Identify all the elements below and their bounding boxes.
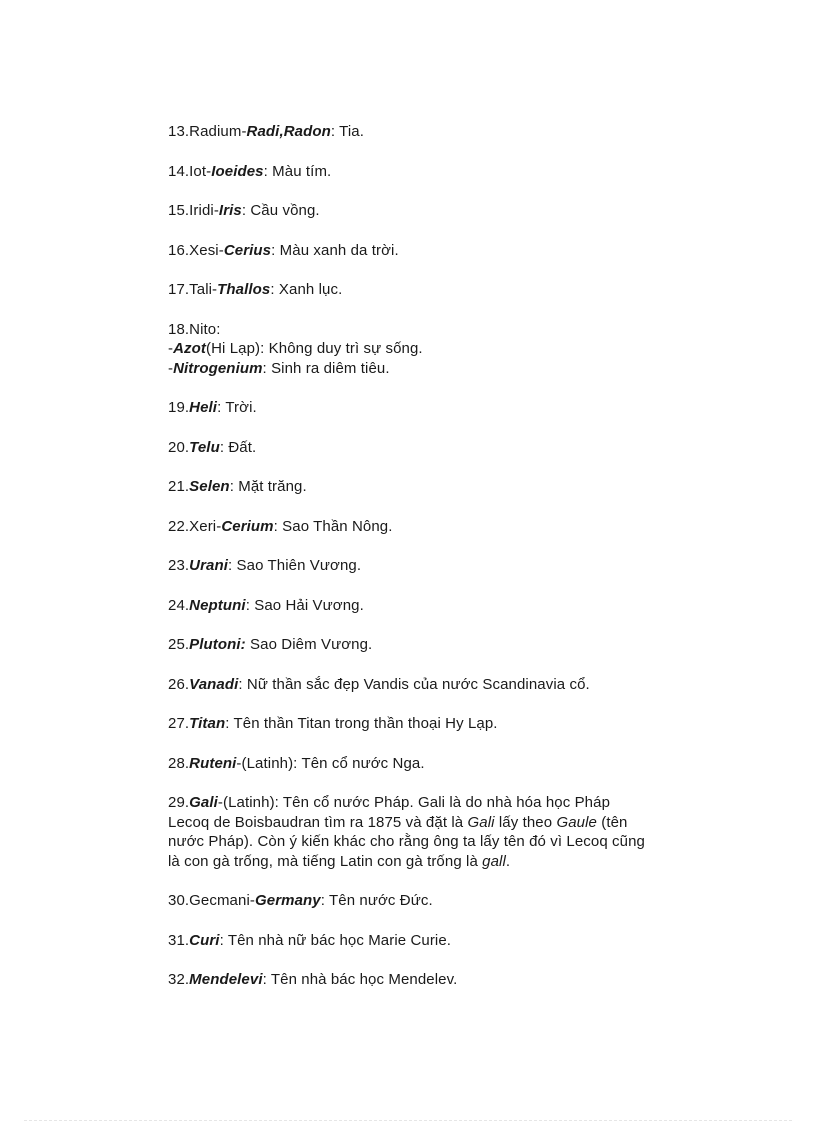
text-run: là con gà trống, mà tiếng Latin con gà trống là	[168, 852, 483, 870]
entry-line	[168, 891, 688, 911]
entry-line	[168, 517, 688, 537]
term-bold: Azot	[173, 340, 206, 357]
entry-line	[168, 320, 688, 340]
text-run: (tên	[596, 813, 628, 831]
term-bold: Telu	[189, 438, 220, 456]
text-run: : Tên nhà bác học Mendelev.	[262, 971, 458, 988]
text-run: : Xanh lục.	[270, 281, 343, 298]
text-run: -	[168, 340, 174, 357]
text-run: .	[505, 852, 511, 870]
text-run: : Tên nhà nữ bác học Marie Curie.	[219, 931, 452, 949]
text-run: 19.	[168, 399, 190, 416]
page-bottom-edge	[24, 1120, 792, 1121]
text-run: : Đất.	[219, 438, 257, 456]
text-run: 27.	[168, 715, 190, 732]
text-run: 22.Xeri-	[168, 517, 222, 535]
text-run: : Tên thần Titan trong thần thoại Hy Lạp.	[225, 715, 498, 732]
entry-line	[168, 359, 688, 379]
entry-line	[168, 201, 688, 221]
text-run: (Hi Lạp): Không duy trì sự sống.	[206, 340, 423, 357]
entry-e27	[168, 714, 688, 734]
term-bold: Neptuni	[189, 596, 246, 614]
text-run: -(Latinh): Tên cổ nước Pháp. Gali là do nhà hóa học Pháp	[217, 794, 611, 811]
entry-line	[168, 931, 688, 951]
text-run: 24.	[168, 596, 190, 614]
entry-line	[168, 438, 688, 458]
text-run: : Sao Thần Nông.	[273, 517, 393, 535]
entry-e24	[168, 596, 688, 616]
term-bold: Heli	[189, 399, 218, 416]
term-bold: Vanadi	[189, 675, 239, 693]
term-bold: Titan	[189, 715, 226, 732]
text-run: 25.	[168, 636, 190, 653]
entry-e30	[168, 891, 688, 911]
text-run: : Tia.	[330, 123, 365, 140]
term-bold: Germany	[254, 892, 321, 909]
text-run: 18.Nito:	[168, 320, 221, 338]
entry-line	[168, 813, 688, 833]
entry-e21	[168, 477, 688, 497]
entry-e20	[168, 438, 688, 458]
entry-line	[168, 793, 688, 813]
entry-line	[168, 832, 688, 852]
term-bold: Urani	[189, 557, 228, 574]
entry-line	[168, 596, 688, 616]
term-bold: Iris	[218, 202, 242, 219]
text-run: 23.	[168, 557, 190, 574]
entry-line	[168, 339, 688, 359]
entry-e29	[168, 793, 688, 871]
text-run: : Nữ thần sắc đẹp Vandis của nước Scandinavia cổ.	[238, 675, 590, 693]
text-run: lấy theo	[494, 813, 557, 831]
term-bold: Cerium	[221, 517, 274, 535]
term-bold: Ioeides	[211, 162, 264, 180]
text-run: : Mặt trăng.	[229, 478, 307, 495]
text-run: 21.	[168, 478, 190, 495]
text-run: 30.Gecmani-	[168, 892, 255, 909]
term-italic: gall	[482, 852, 506, 870]
entry-line	[168, 714, 688, 734]
entry-e32	[168, 970, 688, 990]
entry-line	[168, 635, 688, 655]
entry-line	[168, 970, 688, 990]
text-run: 15.Iridi-	[168, 202, 219, 219]
entry-e31	[168, 931, 688, 951]
text-run: -	[168, 359, 174, 377]
entry-line	[168, 241, 688, 261]
term-bold: Plutoni:	[189, 636, 246, 653]
text-run: Lecoq de Boisbaudran tìm ra 1875 và đặt là	[168, 813, 468, 831]
term-bold: Curi	[189, 931, 220, 949]
entry-line	[168, 122, 688, 142]
entry-line	[168, 556, 688, 576]
text-run: : Trời.	[217, 399, 257, 416]
term-italic: Gali	[467, 813, 495, 831]
entry-e17	[168, 280, 688, 300]
text-run: : Màu xanh da trời.	[271, 241, 399, 259]
entry-e14	[168, 162, 688, 182]
text-run: : Sinh ra diêm tiêu.	[262, 359, 390, 377]
text-run: : Tên nước Đức.	[320, 892, 433, 909]
text-run: 32.	[168, 971, 190, 988]
term-bold: Thallos	[217, 281, 271, 298]
term-bold: Nitrogenium	[173, 359, 263, 377]
entry-line	[168, 675, 688, 695]
text-run: nước Pháp). Còn ý kiến khác cho rằng ông ta lấy tên đó vì Lecoq cũng	[168, 833, 645, 850]
text-run: 13.Radium-	[168, 123, 247, 140]
entry-e28	[168, 754, 688, 774]
entry-line	[168, 477, 688, 497]
text-run: Sao Diêm Vương.	[245, 636, 373, 653]
text-run: : Sao Thiên Vương.	[228, 557, 362, 574]
term-bold: Radi,Radon	[246, 123, 331, 140]
text-run: : Màu tím.	[263, 162, 332, 180]
entry-e19	[168, 398, 688, 418]
entry-line	[168, 162, 688, 182]
entry-line	[168, 280, 688, 300]
text-run: 14.Iot-	[168, 162, 212, 180]
term-bold: Selen	[189, 478, 230, 495]
entry-e23	[168, 556, 688, 576]
entry-e15	[168, 201, 688, 221]
term-italic: Gaule	[556, 813, 597, 831]
term-bold: Ruteni	[189, 754, 237, 772]
entry-e22	[168, 517, 688, 537]
text-run: : Cầu vồng.	[241, 202, 320, 219]
entry-e25	[168, 635, 688, 655]
document-body	[168, 122, 688, 1010]
term-bold: Mendelevi	[189, 971, 263, 988]
text-run: -(Latinh): Tên cổ nước Nga.	[236, 754, 425, 772]
entry-e13	[168, 122, 688, 142]
entry-e16	[168, 241, 688, 261]
text-run: 31.	[168, 931, 190, 949]
entry-e18	[168, 320, 688, 379]
entry-e26	[168, 675, 688, 695]
text-run: 26.	[168, 675, 190, 693]
text-run: : Sao Hải Vương.	[245, 596, 364, 614]
text-run: 16.Xesi-	[168, 241, 224, 259]
entry-line	[168, 398, 688, 418]
entry-line	[168, 852, 688, 872]
text-run: 20.	[168, 438, 190, 456]
text-run: 17.Tali-	[168, 281, 218, 298]
text-run: 28.	[168, 754, 190, 772]
text-run: 29.	[168, 794, 190, 811]
term-bold: Cerius	[223, 241, 272, 259]
term-bold: Gali	[189, 794, 218, 811]
entry-line	[168, 754, 688, 774]
